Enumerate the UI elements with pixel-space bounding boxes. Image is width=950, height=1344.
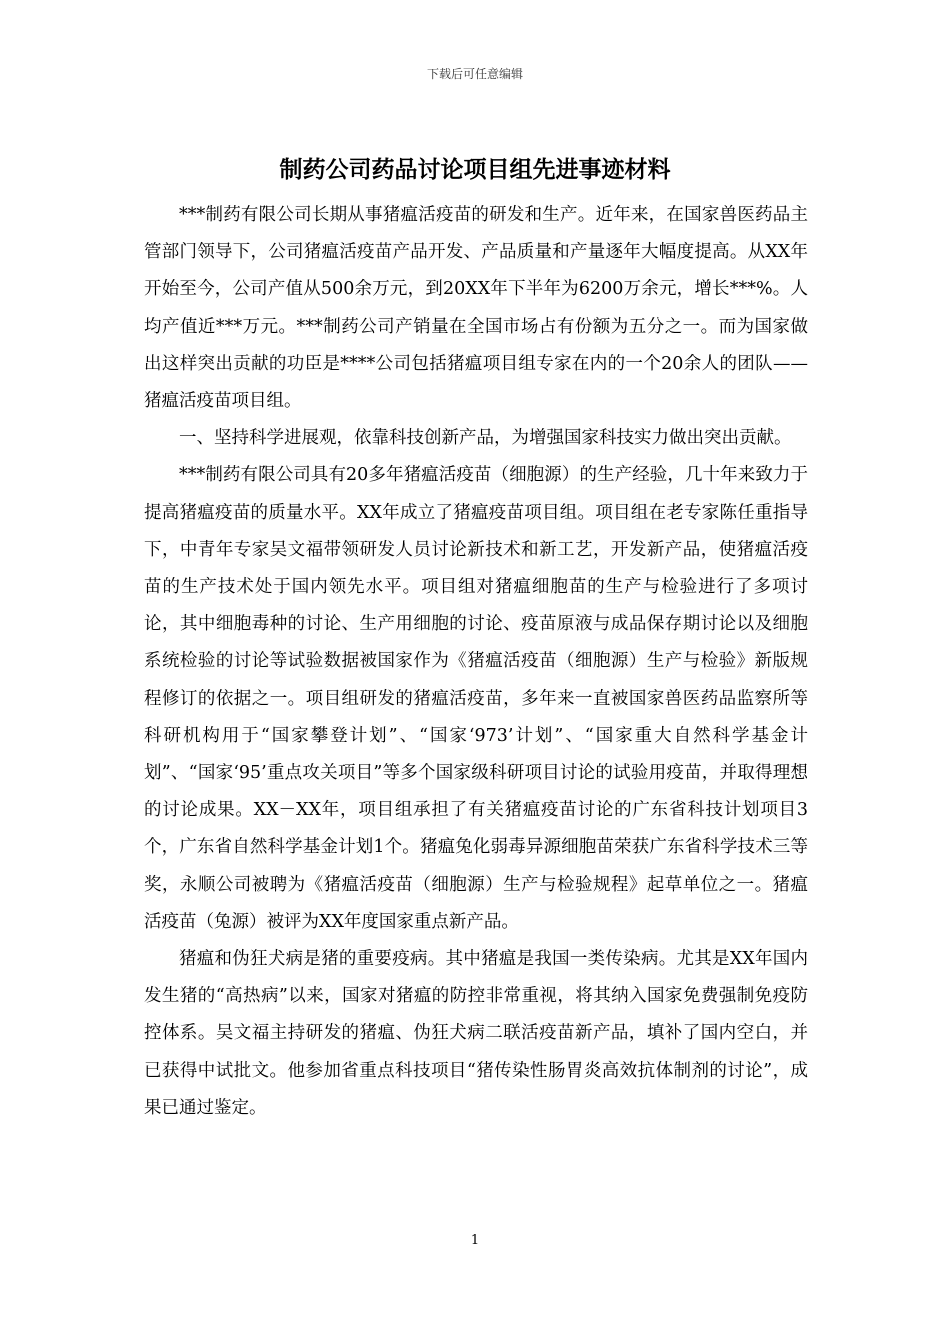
document-title: 制药公司药品讨论项目组先进事迹材料	[279, 156, 671, 183]
header-note: 下载后可任意编辑	[426, 67, 523, 81]
paragraph-intro: ***制药有限公司长期从事猪瘟活疫苗的研发和生产。近年来，在国家兽医药品主管部门领导下，公司猪瘟活疫苗产品开发、产品质量和产量逐年大幅度提高。从XX年开始至今，公司产值从500余万元，到20XX年下半年为6200万余元，增长***%。人均产值近***万元。***制药公司产销量在全国市场占有份额为五分之一。而为国家做出这样突出贡献的功臣是****公司包括猪瘟项目组专家在内的一个20余人的团队——猪瘟活疫苗项目组。	[144, 205, 808, 412]
page-number: 1	[470, 1233, 480, 1248]
paragraph-disease-control: 猪瘟和伪狂犬病是猪的重要疫病。其中猪瘟是我国一类传染病。尤其是XX年国内发生猪的“高热病”以来，国家对猪瘟的防控非常重视，将其纳入国家免费强制免疫防控体系。吴文福主持研发的猪瘟、伪狂犬病二联活疫苗新产品，填补了国内空白，并已获得中试批文。他参加省重点科技项目“猪传染性肠胃炎高效抗体制剂的讨论”，成果已通过鉴定。	[144, 949, 808, 1118]
paragraph-section-heading: 一、坚持科学进展观，依靠科技创新产品，为增强国家科技实力做出突出贡献。	[179, 428, 792, 449]
paragraph-research-history: ***制药有限公司具有20多年猪瘟活疫苗（细胞源）的生产经验，几十年来致力于提高猪瘟疫苗的质量水平。XX年成立了猪瘟疫苗项目组。项目组在老专家陈任重指导下，中青年专家吴文福带领研发人员讨论新技术和新工艺，开发新产品，使猪瘟活疫苗的生产技术处于国内领先水平。项目组对猪瘟细胞苗的生产与检验进行了多项讨论，其中细胞毒种的讨论、生产用细胞的讨论、疫苗原液与成品保存期讨论以及细胞系统检验的讨论等试验数据被国家作为《猪瘟活疫苗（细胞源）生产与检验》新版规程修订的依据之一。项目组研发的猪瘟活疫苗，多年来一直被国家兽医药品监察所等科研机构用于“国家攀登计划”、“国家‘973’计划”、“国家重大自然科学基金计划”、“国家‘95’重点攻关项目”等多个国家级科研项目讨论的试验用疫苗，并取得理想的讨论成果。XX－XX年，项目组承担了有关猪瘟疫苗讨论的广东省科技计划项目3个，广东省自然科学基金计划1个。猪瘟兔化弱毒异源细胞苗荣获广东省科学技术三等奖，永顺公司被聘为《猪瘟活疫苗（细胞源）生产与检验规程》起草单位之一。猪瘟活疫苗（兔源）被评为XX年度国家重点新产品。	[144, 465, 808, 932]
document-body	[144, 197, 808, 1127]
